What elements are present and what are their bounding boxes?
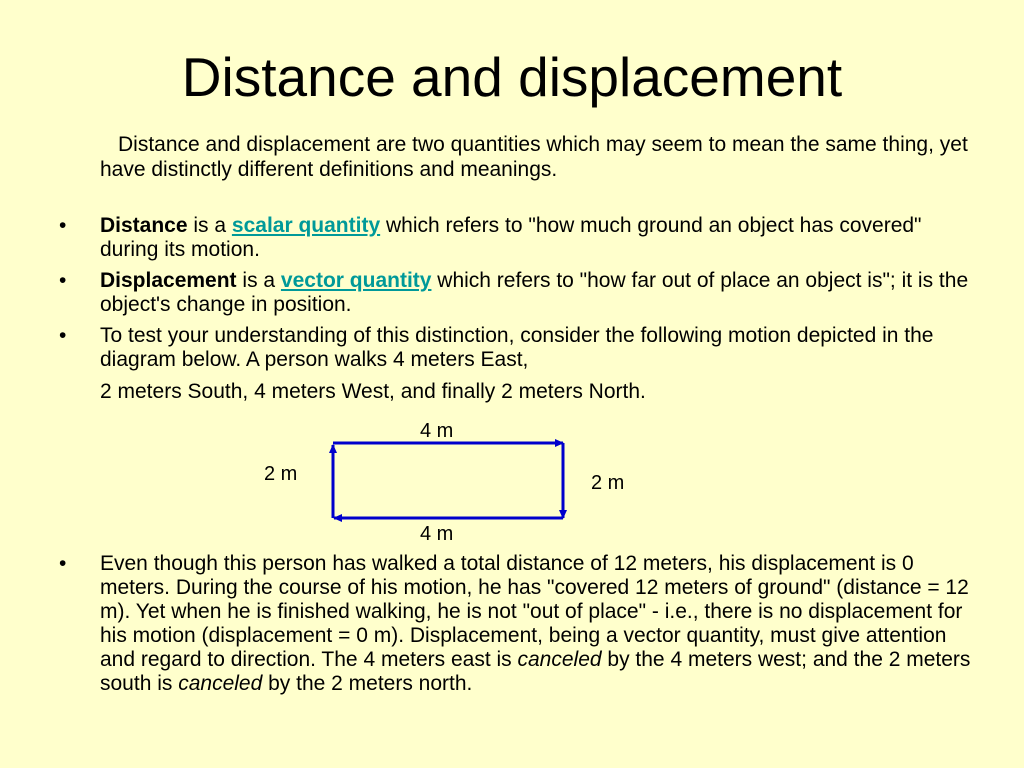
bullet-text: by the 2 meters north. [262,672,473,695]
term-distance: Distance [100,214,188,237]
bullet-continuation: 2 meters South, 4 meters West, and finally 2 meters North. [100,380,646,403]
vector-quantity-link[interactable]: vector quantity [280,269,432,292]
bullet-text: by the 4 meters west; and the 2 meters south is [100,648,971,695]
bullet-text: To test your understanding of this distinction, consider the following motion depicted in the diagram below. A person walks 4 meters East, [100,324,934,371]
diagram-label-right: 2 m [591,472,625,494]
diagram-label-left: 2 m [264,463,298,485]
bullet-text: which refers to "how far out of place an object is"; it is the object's change in position. [100,269,969,316]
bullet-text: which refers to "how much ground an object has covered" during its motion. [100,214,922,261]
slide-title: Distance and displacement [181,46,843,108]
intro-paragraph: Distance and displacement are two quantities which may seem to mean the same thing, yet have distinctly different definitions and meanings. [100,133,968,181]
scalar-quantity-link[interactable]: scalar quantity [231,214,381,237]
bullet-dot: • [59,324,67,347]
emphasis-canceled: canceled [178,672,263,695]
bullet-text: is a [187,214,232,237]
emphasis-canceled: canceled [517,648,602,671]
bullet-dot: • [59,552,67,575]
diagram-label-top: 4 m [420,420,454,442]
diagram-label-bottom: 4 m [420,523,454,545]
bullet-text: Even though this person has walked a total distance of 12 meters, his displacement is 0 meters. During the course of his motion, he has "covered 12 meters of ground" (distance = 12 m). Yet when he is finished walking, he is not "out of place" - i.e., there is no displacement for his motion (displacement = 0 m). Displacement, being a vector quantity, must give attention and regard to direction. The 4 meters east is [100,552,969,671]
bullet-conclusion [59,552,985,696]
bullet-dot: • [59,214,67,237]
bullet-text: is a [236,269,281,292]
term-displacement: Displacement [100,269,237,292]
bullet-dot: • [59,269,67,292]
